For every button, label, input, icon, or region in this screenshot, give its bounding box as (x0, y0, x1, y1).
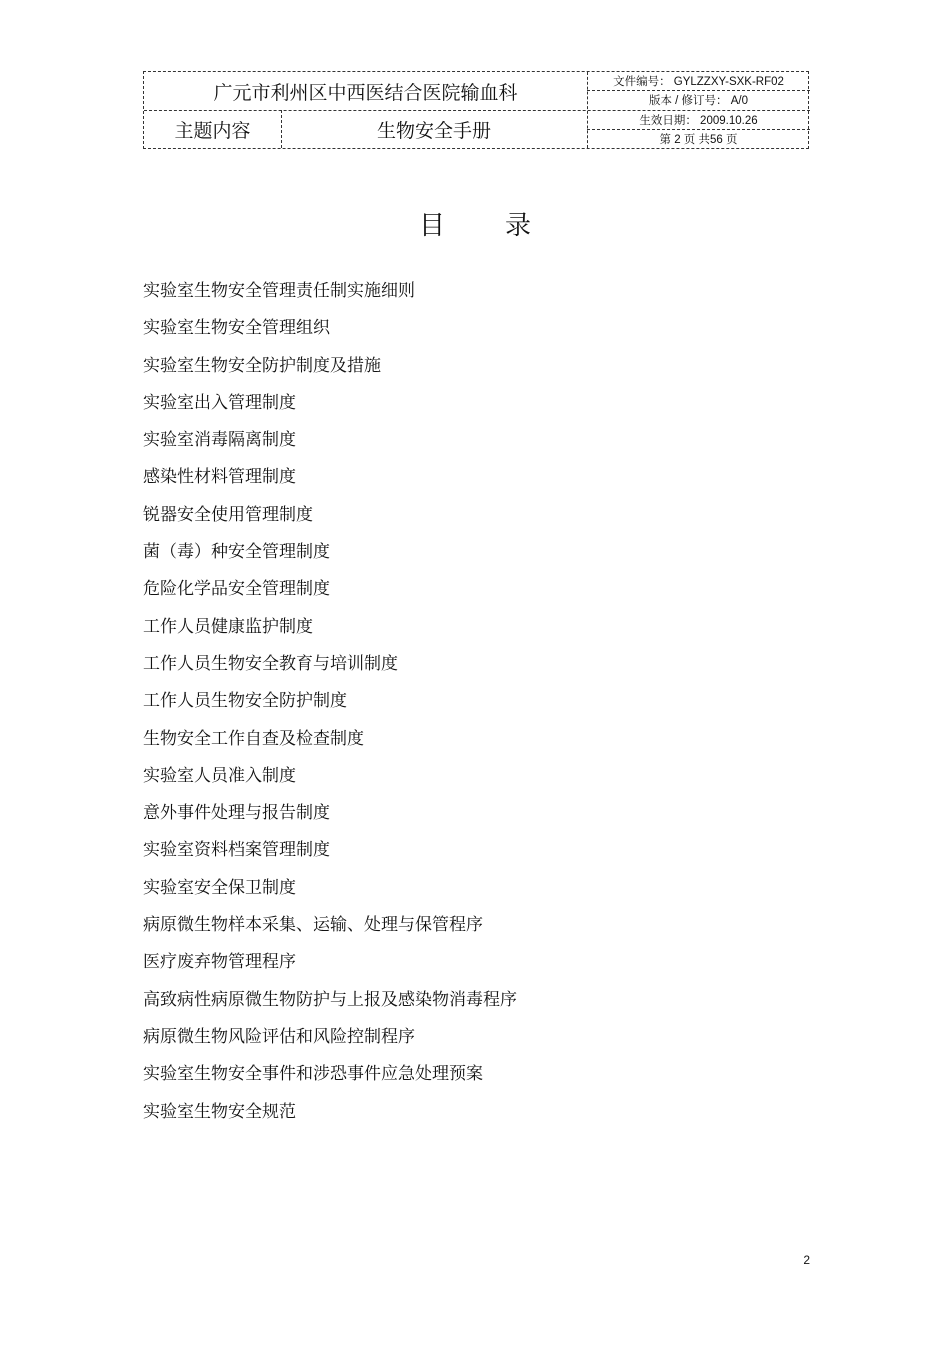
version-number: 版本 / 修订号： A/0 (648, 95, 749, 107)
page-info: 第 2 页 共56 页 (659, 133, 738, 146)
toc-item: 感染性材料管理制度 (143, 467, 296, 488)
toc-item: 病原微生物样本采集、运输、处理与保管程序 (143, 915, 483, 936)
document-number: 文件编号： GYLZZXY-SXK-RF02 (613, 75, 784, 88)
document-header-table (143, 71, 809, 149)
toc-item: 实验室生物安全事件和涉恐事件应急处理预案 (143, 1064, 483, 1085)
toc-item: 实验室生物安全管理组织 (143, 318, 330, 339)
toc-item: 高致病性病原微生物防护与上报及感染物消毒程序 (143, 989, 517, 1010)
effective-date: 生效日期： 2009.10.26 (639, 114, 758, 127)
toc-item: 实验室生物安全规范 (143, 1101, 296, 1122)
toc-item: 锐器安全使用管理制度 (143, 504, 313, 525)
subject-value: 生物安全手册 (376, 119, 491, 142)
toc-item: 实验室安全保卫制度 (143, 877, 296, 898)
toc-item: 意外事件处理与报告制度 (143, 803, 330, 824)
toc-item: 医疗废弃物管理程序 (143, 952, 296, 973)
page-title: 目录 (418, 210, 591, 241)
subject-label: 主题内容 (174, 119, 251, 142)
toc-item: 生物安全工作自查及检查制度 (143, 728, 364, 749)
toc-item: 病原微生物风险评估和风险控制程序 (143, 1026, 415, 1047)
toc-item: 危险化学品安全管理制度 (143, 579, 330, 600)
page-number: 2 (803, 1253, 810, 1267)
toc-item: 实验室出入管理制度 (143, 392, 296, 413)
toc-item: 工作人员健康监护制度 (143, 616, 313, 637)
toc-item: 工作人员生物安全防护制度 (143, 691, 347, 712)
hospital-name: 广元市利州区中西医结合医院输血科 (213, 81, 518, 104)
toc-item: 实验室生物安全防护制度及措施 (143, 355, 381, 376)
toc-item: 实验室生物安全管理责任制实施细则 (143, 281, 415, 301)
table-of-contents (143, 273, 517, 1131)
toc-item: 工作人员生物安全教育与培训制度 (143, 653, 398, 674)
toc-item: 实验室人员准入制度 (143, 765, 296, 786)
toc-item: 实验室资料档案管理制度 (143, 840, 330, 861)
toc-item: 菌（毒）种安全管理制度 (143, 542, 330, 563)
toc-item: 实验室消毒隔离制度 (143, 430, 296, 451)
